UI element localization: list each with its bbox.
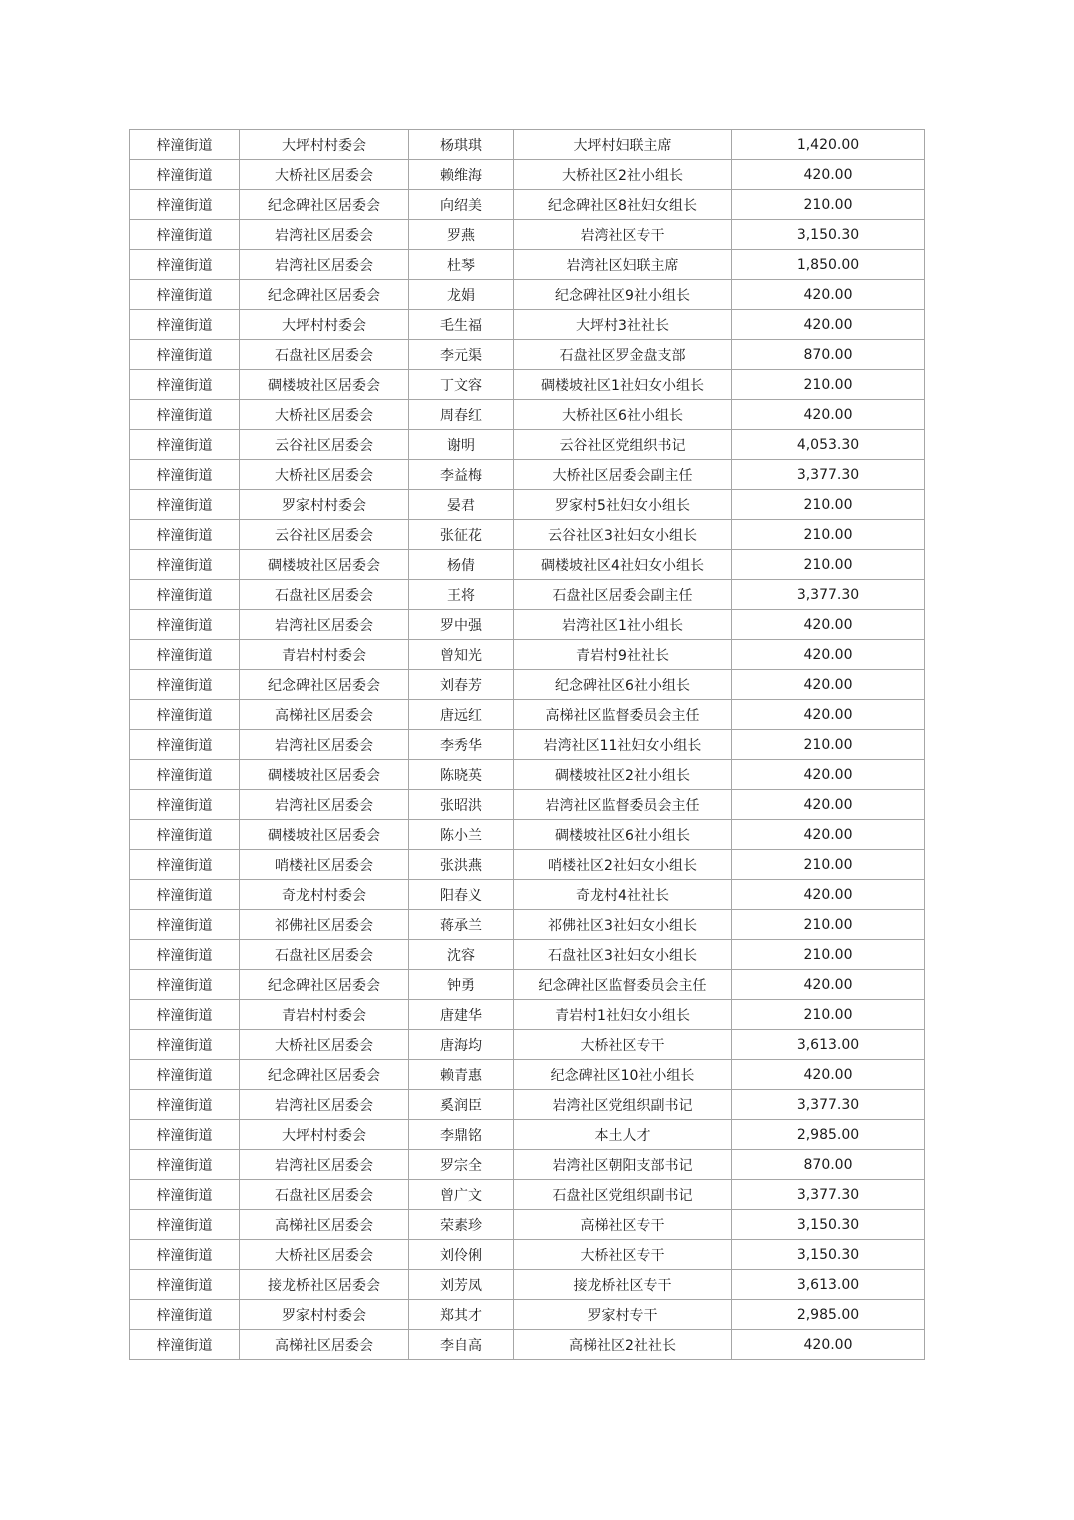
position-cell: 青岩村9社社长 [514,640,732,670]
name-cell: 王将 [409,580,514,610]
committee-cell: 石盘社区居委会 [240,580,409,610]
name-cell: 谢明 [409,430,514,460]
position-cell: 大桥社区专干 [514,1030,732,1060]
name-cell: 赖维海 [409,160,514,190]
amount-cell: 420.00 [732,970,925,1000]
table-row [130,880,925,910]
amount-cell: 210.00 [732,550,925,580]
street-cell: 梓潼街道 [130,700,240,730]
committee-cell: 纪念碑社区居委会 [240,1060,409,1090]
position-cell: 罗家村5社妇女小组长 [514,490,732,520]
position-cell: 岩湾社区妇联主席 [514,250,732,280]
committee-cell: 哨楼社区居委会 [240,850,409,880]
street-cell: 梓潼街道 [130,610,240,640]
street-cell: 梓潼街道 [130,1120,240,1150]
position-cell: 罗家村专干 [514,1300,732,1330]
street-cell: 梓潼街道 [130,820,240,850]
name-cell: 李鼎铭 [409,1120,514,1150]
position-cell: 碉楼坡社区2社小组长 [514,760,732,790]
amount-cell: 210.00 [732,190,925,220]
table-row [130,670,925,700]
amount-cell: 3,377.30 [732,460,925,490]
name-cell: 晏君 [409,490,514,520]
table-row [130,640,925,670]
table-row [130,1060,925,1090]
table-row [130,1270,925,1300]
committee-cell: 大坪村村委会 [240,130,409,160]
position-cell: 奇龙村4社社长 [514,880,732,910]
name-cell: 蒋承兰 [409,910,514,940]
table-row [130,250,925,280]
table-row [130,130,925,160]
committee-cell: 大坪村村委会 [240,310,409,340]
position-cell: 岩湾社区监督委员会主任 [514,790,732,820]
amount-cell: 3,377.30 [732,1180,925,1210]
position-cell: 岩湾社区党组织副书记 [514,1090,732,1120]
name-cell: 丁文容 [409,370,514,400]
name-cell: 钟勇 [409,970,514,1000]
table-row [130,700,925,730]
amount-cell: 420.00 [732,1060,925,1090]
table-row [130,1180,925,1210]
table-row [130,970,925,1000]
name-cell: 阳春义 [409,880,514,910]
position-cell: 岩湾社区11社妇女小组长 [514,730,732,760]
amount-cell: 2,985.00 [732,1300,925,1330]
name-cell: 李秀华 [409,730,514,760]
street-cell: 梓潼街道 [130,1180,240,1210]
table-row [130,760,925,790]
name-cell: 赖青惠 [409,1060,514,1090]
street-cell: 梓潼街道 [130,730,240,760]
committee-cell: 罗家村村委会 [240,490,409,520]
street-cell: 梓潼街道 [130,670,240,700]
position-cell: 大坪村3社社长 [514,310,732,340]
position-cell: 石盘社区党组织副书记 [514,1180,732,1210]
table-row [130,220,925,250]
table-row [130,160,925,190]
position-cell: 石盘社区罗金盘支部 [514,340,732,370]
amount-cell: 210.00 [732,730,925,760]
street-cell: 梓潼街道 [130,1330,240,1360]
table-row [130,190,925,220]
table-row [130,820,925,850]
table-row [130,430,925,460]
committee-cell: 大桥社区居委会 [240,400,409,430]
committee-cell: 石盘社区居委会 [240,1180,409,1210]
committee-cell: 石盘社区居委会 [240,340,409,370]
name-cell: 刘芳凤 [409,1270,514,1300]
table-row [130,340,925,370]
table-row [130,1300,925,1330]
amount-cell: 420.00 [732,790,925,820]
committee-cell: 青岩村村委会 [240,640,409,670]
amount-cell: 210.00 [732,910,925,940]
street-cell: 梓潼街道 [130,160,240,190]
name-cell: 陈晓英 [409,760,514,790]
street-cell: 梓潼街道 [130,520,240,550]
street-cell: 梓潼街道 [130,790,240,820]
committee-cell: 岩湾社区居委会 [240,730,409,760]
amount-cell: 420.00 [732,640,925,670]
amount-cell: 210.00 [732,1000,925,1030]
table-row [130,400,925,430]
committee-cell: 碉楼坡社区居委会 [240,820,409,850]
table-row [130,850,925,880]
table-row [130,550,925,580]
amount-cell: 3,377.30 [732,1090,925,1120]
street-cell: 梓潼街道 [130,340,240,370]
committee-cell: 岩湾社区居委会 [240,1150,409,1180]
table-row [130,1120,925,1150]
amount-cell: 210.00 [732,940,925,970]
amount-cell: 870.00 [732,340,925,370]
amount-cell: 210.00 [732,370,925,400]
table-row [130,280,925,310]
name-cell: 唐建华 [409,1000,514,1030]
amount-cell: 420.00 [732,400,925,430]
position-cell: 高梯社区专干 [514,1210,732,1240]
committee-cell: 岩湾社区居委会 [240,1090,409,1120]
position-cell: 纪念碑社区监督委员会主任 [514,970,732,1000]
name-cell: 陈小兰 [409,820,514,850]
name-cell: 张洪燕 [409,850,514,880]
street-cell: 梓潼街道 [130,1150,240,1180]
amount-cell: 3,150.30 [732,220,925,250]
position-cell: 纪念碑社区10社小组长 [514,1060,732,1090]
amount-cell: 210.00 [732,520,925,550]
amount-cell: 1,850.00 [732,250,925,280]
street-cell: 梓潼街道 [130,640,240,670]
position-cell: 岩湾社区朝阳支部书记 [514,1150,732,1180]
street-cell: 梓潼街道 [130,1300,240,1330]
committee-cell: 纪念碑社区居委会 [240,190,409,220]
position-cell: 接龙桥社区专干 [514,1270,732,1300]
name-cell: 奚润臣 [409,1090,514,1120]
position-cell: 大桥社区2社小组长 [514,160,732,190]
committee-cell: 石盘社区居委会 [240,940,409,970]
amount-cell: 3,613.00 [732,1270,925,1300]
street-cell: 梓潼街道 [130,940,240,970]
street-cell: 梓潼街道 [130,1240,240,1270]
table-row [130,310,925,340]
table-row [130,520,925,550]
table-row [130,1090,925,1120]
position-cell: 碉楼坡社区1社妇女小组长 [514,370,732,400]
amount-cell: 210.00 [732,850,925,880]
name-cell: 周春红 [409,400,514,430]
position-cell: 云谷社区3社妇女小组长 [514,520,732,550]
street-cell: 梓潼街道 [130,550,240,580]
position-cell: 大桥社区居委会副主任 [514,460,732,490]
committee-cell: 祁佛社区居委会 [240,910,409,940]
table-row [130,1000,925,1030]
street-cell: 梓潼街道 [130,1210,240,1240]
position-cell: 碉楼坡社区6社小组长 [514,820,732,850]
name-cell: 沈容 [409,940,514,970]
amount-cell: 420.00 [732,700,925,730]
committee-cell: 岩湾社区居委会 [240,250,409,280]
street-cell: 梓潼街道 [130,760,240,790]
table-row [130,1210,925,1240]
position-cell: 大桥社区专干 [514,1240,732,1270]
amount-cell: 420.00 [732,760,925,790]
position-cell: 本土人才 [514,1120,732,1150]
street-cell: 梓潼街道 [130,910,240,940]
amount-cell: 3,150.30 [732,1240,925,1270]
committee-cell: 纪念碑社区居委会 [240,670,409,700]
name-cell: 曾广文 [409,1180,514,1210]
street-cell: 梓潼街道 [130,970,240,1000]
name-cell: 向绍美 [409,190,514,220]
committee-cell: 纪念碑社区居委会 [240,970,409,1000]
position-cell: 大桥社区6社小组长 [514,400,732,430]
name-cell: 唐海均 [409,1030,514,1060]
amount-cell: 2,985.00 [732,1120,925,1150]
street-cell: 梓潼街道 [130,1060,240,1090]
amount-cell: 420.00 [732,880,925,910]
name-cell: 毛生福 [409,310,514,340]
street-cell: 梓潼街道 [130,430,240,460]
name-cell: 刘伶俐 [409,1240,514,1270]
committee-cell: 云谷社区居委会 [240,520,409,550]
street-cell: 梓潼街道 [130,1270,240,1300]
committee-cell: 碉楼坡社区居委会 [240,550,409,580]
table-row [130,610,925,640]
position-cell: 哨楼社区2社妇女小组长 [514,850,732,880]
amount-cell: 420.00 [732,610,925,640]
amount-cell: 3,150.30 [732,1210,925,1240]
committee-cell: 青岩村村委会 [240,1000,409,1030]
name-cell: 罗中强 [409,610,514,640]
name-cell: 刘春芳 [409,670,514,700]
committee-cell: 高梯社区居委会 [240,1210,409,1240]
name-cell: 唐远红 [409,700,514,730]
amount-cell: 420.00 [732,280,925,310]
amount-cell: 3,377.30 [732,580,925,610]
position-cell: 大坪村妇联主席 [514,130,732,160]
table-row [130,940,925,970]
name-cell: 荣素珍 [409,1210,514,1240]
table-row [130,580,925,610]
street-cell: 梓潼街道 [130,280,240,310]
name-cell: 杜琴 [409,250,514,280]
name-cell: 杨琪琪 [409,130,514,160]
street-cell: 梓潼街道 [130,460,240,490]
committee-cell: 碉楼坡社区居委会 [240,760,409,790]
street-cell: 梓潼街道 [130,490,240,520]
name-cell: 杨倩 [409,550,514,580]
amount-cell: 420.00 [732,1330,925,1360]
amount-cell: 420.00 [732,310,925,340]
table-row [130,460,925,490]
committee-cell: 纪念碑社区居委会 [240,280,409,310]
table-row [130,1330,925,1360]
name-cell: 郑其才 [409,1300,514,1330]
amount-cell: 210.00 [732,490,925,520]
table-row [130,1240,925,1270]
position-cell: 岩湾社区专干 [514,220,732,250]
street-cell: 梓潼街道 [130,1030,240,1060]
name-cell: 罗燕 [409,220,514,250]
position-cell: 祁佛社区3社妇女小组长 [514,910,732,940]
committee-cell: 高梯社区居委会 [240,1330,409,1360]
position-cell: 石盘社区居委会副主任 [514,580,732,610]
table-row [130,790,925,820]
position-cell: 石盘社区3社妇女小组长 [514,940,732,970]
table-row [130,910,925,940]
street-cell: 梓潼街道 [130,400,240,430]
name-cell: 李元渠 [409,340,514,370]
table-body [130,130,925,1360]
table-row [130,1150,925,1180]
position-cell: 纪念碑社区9社小组长 [514,280,732,310]
name-cell: 龙娟 [409,280,514,310]
amount-cell: 870.00 [732,1150,925,1180]
street-cell: 梓潼街道 [130,220,240,250]
amount-cell: 3,613.00 [732,1030,925,1060]
committee-cell: 奇龙村村委会 [240,880,409,910]
street-cell: 梓潼街道 [130,1090,240,1120]
name-cell: 李自高 [409,1330,514,1360]
position-cell: 碉楼坡社区4社妇女小组长 [514,550,732,580]
name-cell: 曾知光 [409,640,514,670]
table-row [130,370,925,400]
table-row [130,490,925,520]
amount-cell: 420.00 [732,820,925,850]
committee-cell: 云谷社区居委会 [240,430,409,460]
position-cell: 高梯社区监督委员会主任 [514,700,732,730]
name-cell: 罗宗全 [409,1150,514,1180]
committee-cell: 岩湾社区居委会 [240,790,409,820]
amount-cell: 420.00 [732,670,925,700]
amount-cell: 4,053.30 [732,430,925,460]
committee-cell: 大桥社区居委会 [240,1030,409,1060]
position-cell: 纪念碑社区6社小组长 [514,670,732,700]
street-cell: 梓潼街道 [130,370,240,400]
name-cell: 张昭洪 [409,790,514,820]
committee-cell: 大坪村村委会 [240,1120,409,1150]
committee-cell: 碉楼坡社区居委会 [240,370,409,400]
position-cell: 纪念碑社区8社妇女组长 [514,190,732,220]
position-cell: 青岩村1社妇女小组长 [514,1000,732,1030]
street-cell: 梓潼街道 [130,880,240,910]
street-cell: 梓潼街道 [130,310,240,340]
committee-cell: 大桥社区居委会 [240,460,409,490]
street-cell: 梓潼街道 [130,1000,240,1030]
street-cell: 梓潼街道 [130,130,240,160]
data-table [129,129,925,1360]
committee-cell: 岩湾社区居委会 [240,220,409,250]
committee-cell: 罗家村村委会 [240,1300,409,1330]
committee-cell: 大桥社区居委会 [240,1240,409,1270]
table-row [130,1030,925,1060]
street-cell: 梓潼街道 [130,580,240,610]
position-cell: 高梯社区2社社长 [514,1330,732,1360]
committee-cell: 接龙桥社区居委会 [240,1270,409,1300]
name-cell: 张征花 [409,520,514,550]
name-cell: 李益梅 [409,460,514,490]
committee-cell: 高梯社区居委会 [240,700,409,730]
table-row [130,730,925,760]
amount-cell: 1,420.00 [732,130,925,160]
committee-cell: 岩湾社区居委会 [240,610,409,640]
position-cell: 云谷社区党组织书记 [514,430,732,460]
committee-cell: 大桥社区居委会 [240,160,409,190]
street-cell: 梓潼街道 [130,250,240,280]
amount-cell: 420.00 [732,160,925,190]
street-cell: 梓潼街道 [130,850,240,880]
street-cell: 梓潼街道 [130,190,240,220]
position-cell: 岩湾社区1社小组长 [514,610,732,640]
